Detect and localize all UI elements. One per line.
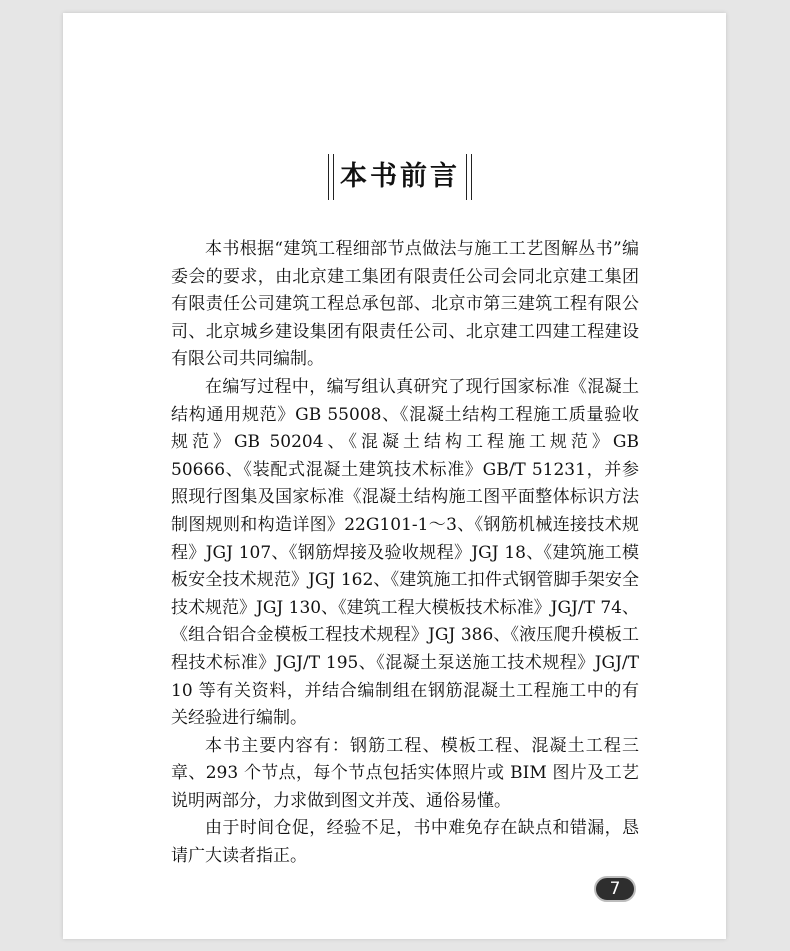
paragraph-4: 由于时间仓促，经验不足，书中难免存在缺点和错漏，恳请广大读者指正。 xyxy=(171,818,639,867)
title-right-rule-outer xyxy=(471,154,472,200)
title-left-rule-outer xyxy=(328,154,329,200)
paragraph-1: 本书根据“建筑工程细部节点做法与施工工艺图解丛书”编委会的要求，由北京建工集团有限责任公司会同北京建工集团有限责任公司建筑工程总承包部、北京市第三建筑工程有限公司、北京城乡建设集团有限责任公司、北京建工四建工程建设有限公司共同编制。 xyxy=(171,239,639,370)
title-box xyxy=(328,154,472,200)
page-title: 本书前言 xyxy=(340,161,460,192)
title-right-rule-inner xyxy=(466,154,467,200)
title-left-rule-inner xyxy=(333,154,334,200)
preface-body xyxy=(171,236,639,871)
paragraph-2: 在编写过程中，编写组认真研究了现行国家标准《混凝土结构通用规范》GB 55008、《混凝土结构工程施工质量验收规范》GB 50204、《混凝土结构工程施工规范》GB 50666、《装配式混凝土建筑技术标准》GB/T 51231，并参照现行图集及国家标准《混凝土结构施工图平面整体标识方法制图规则和构造详图》22G101-1～3、《钢筋机械连接技术规程》JGJ 107、《钢筋焊接及验收规程》JGJ 18、《建筑施工模板安全技术规范》JGJ 162、《建筑施工扣件式钢管脚手架安全技术规范》JGJ 130、《建筑工程大模板技术标准》JGJ/T 74、《组合铝合金模板工程技术规程》JGJ 386、《液压爬升模板工程技术标准》JGJ/T 195、《混凝土泵送施工技术规程》JGJ/T 10 等有关资料，并结合编制组在钢筋混凝土工程施工中的有关经验进行编制。 xyxy=(171,376,639,729)
paragraph-3: 本书主要内容有：钢筋工程、模板工程、混凝土工程三章、293 个节点，每个节点包括实体照片或 BIM 图片及工艺说明两部分，力求做到图文并茂、通俗易懂。 xyxy=(171,735,639,811)
page-number-badge: 7 xyxy=(594,876,636,902)
